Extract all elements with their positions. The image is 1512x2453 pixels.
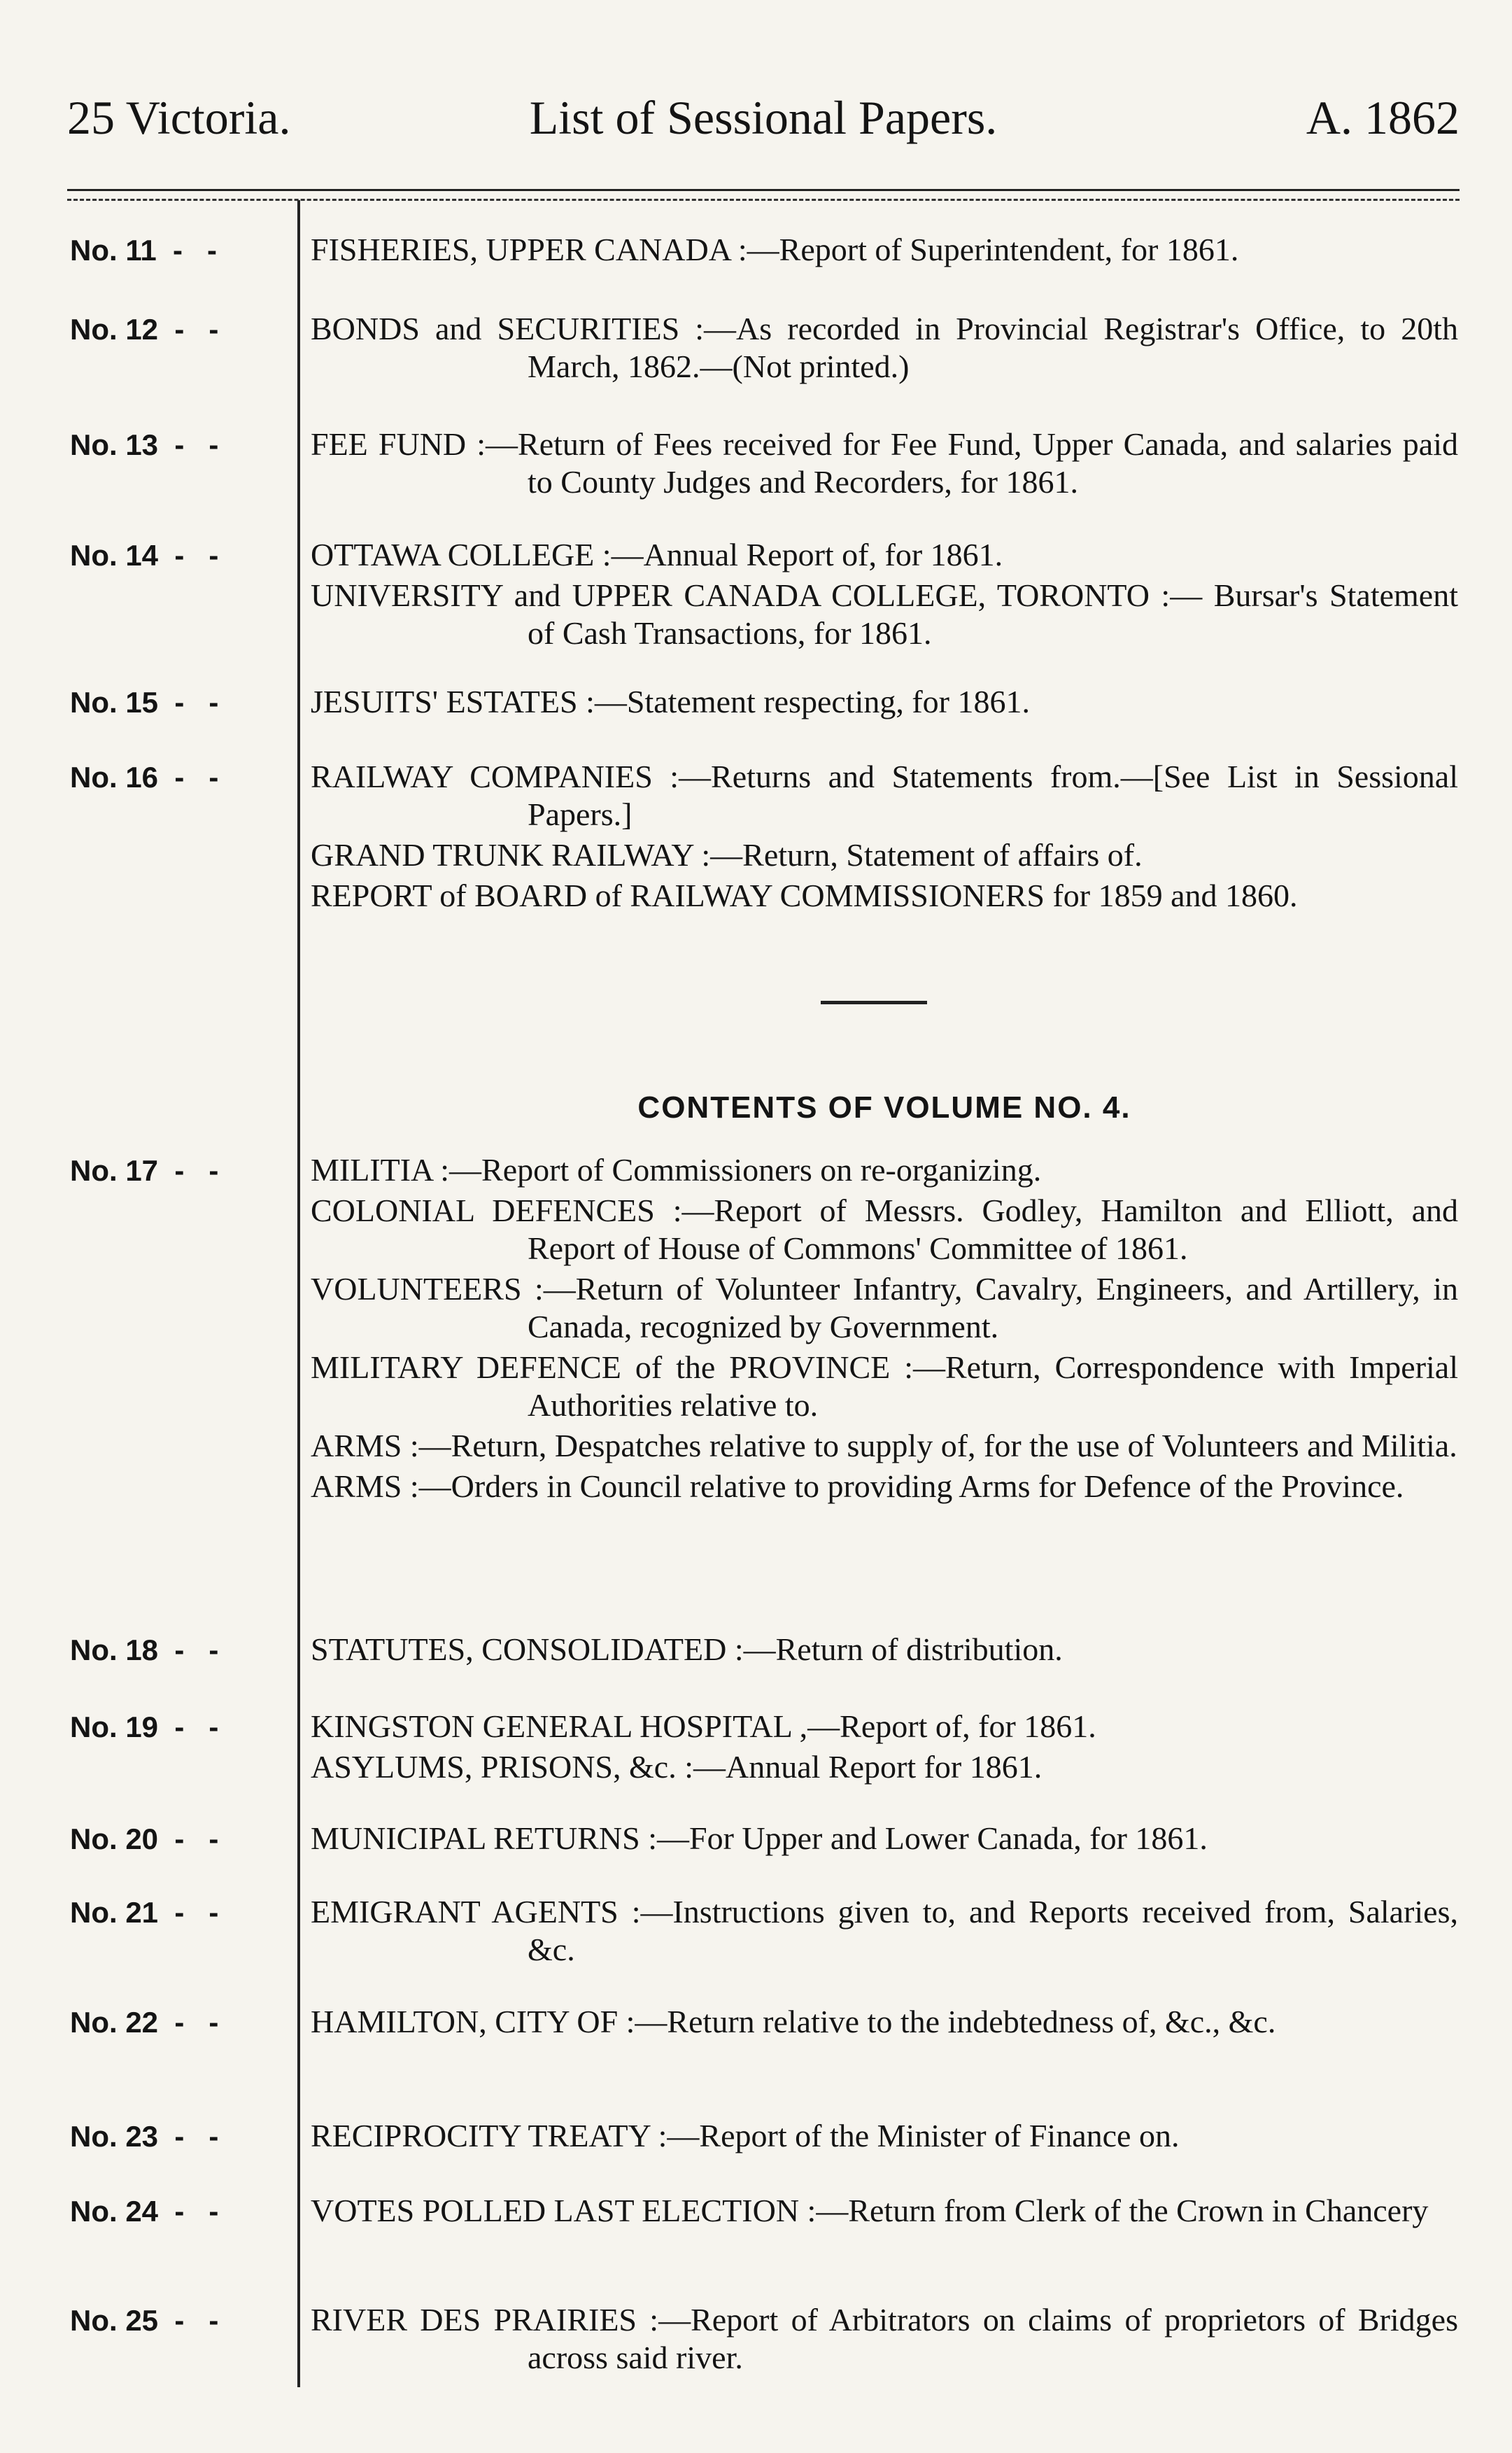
- column-divider: [297, 200, 300, 2387]
- paper-title: STATUTES, CONSOLIDATED :—Return of distribution.: [311, 1631, 1063, 1667]
- section-divider: [821, 1001, 927, 1004]
- paper-title: BONDS and SECURITIES :—As recorded in Provincial Registrar's Office, to 20th March, 1862.—(Not printed.): [311, 311, 1458, 384]
- paper-title: UNIVERSITY and UPPER CANADA COLLEGE, TORONTO :— Bursar's Statement of Cash Transactions, for 1861.: [311, 577, 1458, 651]
- paper-title: MILITARY DEFENCE of the PROVINCE :—Return, Correspondence with Imperial Authorities relative to.: [311, 1349, 1458, 1423]
- paper-number: No. 16 - -: [70, 761, 219, 794]
- header-rule-top: [67, 189, 1460, 191]
- paper-title: ASYLUMS, PRISONS, &c. :—Annual Report for 1861.: [311, 1749, 1043, 1785]
- paper-title: KINGSTON GENERAL HOSPITAL ,—Report of, for 1861.: [311, 1708, 1096, 1744]
- paper-title: COLONIAL DEFENCES :—Report of Messrs. Godley, Hamilton and Elliott, and Report of House of Commons' Committee of 1861.: [311, 1193, 1458, 1266]
- paper-number: No. 23 - -: [70, 2120, 219, 2153]
- header-rule-bottom: [67, 199, 1460, 201]
- header-title: List of Sessional Papers.: [529, 91, 998, 144]
- paper-title: ARMS :—Orders in Council relative to providing Arms for Defence of the Province.: [311, 1468, 1404, 1504]
- paper-title: EMIGRANT AGENTS :—Instructions given to, and Reports received from, Salaries, &c.: [311, 1894, 1458, 1967]
- paper-title: REPORT of BOARD of RAILWAY COMMISSIONERS for 1859 and 1860.: [311, 878, 1298, 913]
- paper-number: No. 17 - -: [70, 1154, 219, 1187]
- paper-number: No. 18 - -: [70, 1633, 219, 1666]
- paper-number: No. 14 - -: [70, 539, 219, 572]
- running-header: [67, 90, 1460, 146]
- paper-title: GRAND TRUNK RAILWAY :—Return, Statement of affairs of.: [311, 837, 1143, 873]
- paper-title: MILITIA :—Report of Commissioners on re-organizing.: [311, 1152, 1042, 1188]
- section-heading: CONTENTS OF VOLUME NO. 4.: [637, 1090, 1131, 1125]
- paper-title: FISHERIES, UPPER CANADA :—Report of Superintendent, for 1861.: [311, 232, 1239, 267]
- paper-number: No. 21 - -: [70, 1896, 219, 1929]
- paper-title: RIVER DES PRAIRIES :—Report of Arbitrators on claims of proprietors of Bridges across said river.: [311, 2302, 1458, 2375]
- paper-title: MUNICIPAL RETURNS :—For Upper and Lower Canada, for 1861.: [311, 1820, 1208, 1856]
- paper-title: VOTES POLLED LAST ELECTION :—Return from Clerk of the Crown in Chancery: [311, 2193, 1429, 2228]
- paper-title: HAMILTON, CITY OF :—Return relative to the indebtedness of, &c., &c.: [311, 2004, 1276, 2039]
- paper-number: No. 12 - -: [70, 313, 219, 346]
- paper-title: VOLUNTEERS :—Return of Volunteer Infantry, Cavalry, Engineers, and Artillery, in Canada, recognized by Government.: [311, 1271, 1458, 1344]
- paper-number: No. 20 - -: [70, 1822, 219, 1855]
- paper-title: RECIPROCITY TREATY :—Report of the Minister of Finance on.: [311, 2118, 1180, 2153]
- paper-number: No. 25 - -: [70, 2304, 219, 2337]
- paper-title: RAILWAY COMPANIES :—Returns and Statements from.—[See List in Sessional Papers.]: [311, 759, 1458, 832]
- paper-number: No. 15 - -: [70, 686, 219, 719]
- paper-title: OTTAWA COLLEGE :—Annual Report of, for 1861.: [311, 537, 1003, 572]
- paper-title: ARMS :—Return, Despatches relative to supply of, for the use of Volunteers and Militia.: [311, 1428, 1457, 1463]
- paper-number: No. 13 - -: [70, 428, 219, 461]
- paper-number: No. 11 - -: [70, 234, 218, 267]
- paper-title: JESUITS' ESTATES :—Statement respecting, for 1861.: [311, 684, 1030, 719]
- header-regnal-year: 25 Victoria.: [67, 91, 291, 144]
- paper-number: No. 24 - -: [70, 2195, 219, 2228]
- paper-number: No. 19 - -: [70, 1710, 219, 1743]
- header-session-year: A. 1862: [1306, 91, 1460, 144]
- paper-number: No. 22 - -: [70, 2006, 219, 2039]
- paper-title: FEE FUND :—Return of Fees received for Fee Fund, Upper Canada, and salaries paid to County Judges and Recorders, for 1861.: [311, 426, 1458, 500]
